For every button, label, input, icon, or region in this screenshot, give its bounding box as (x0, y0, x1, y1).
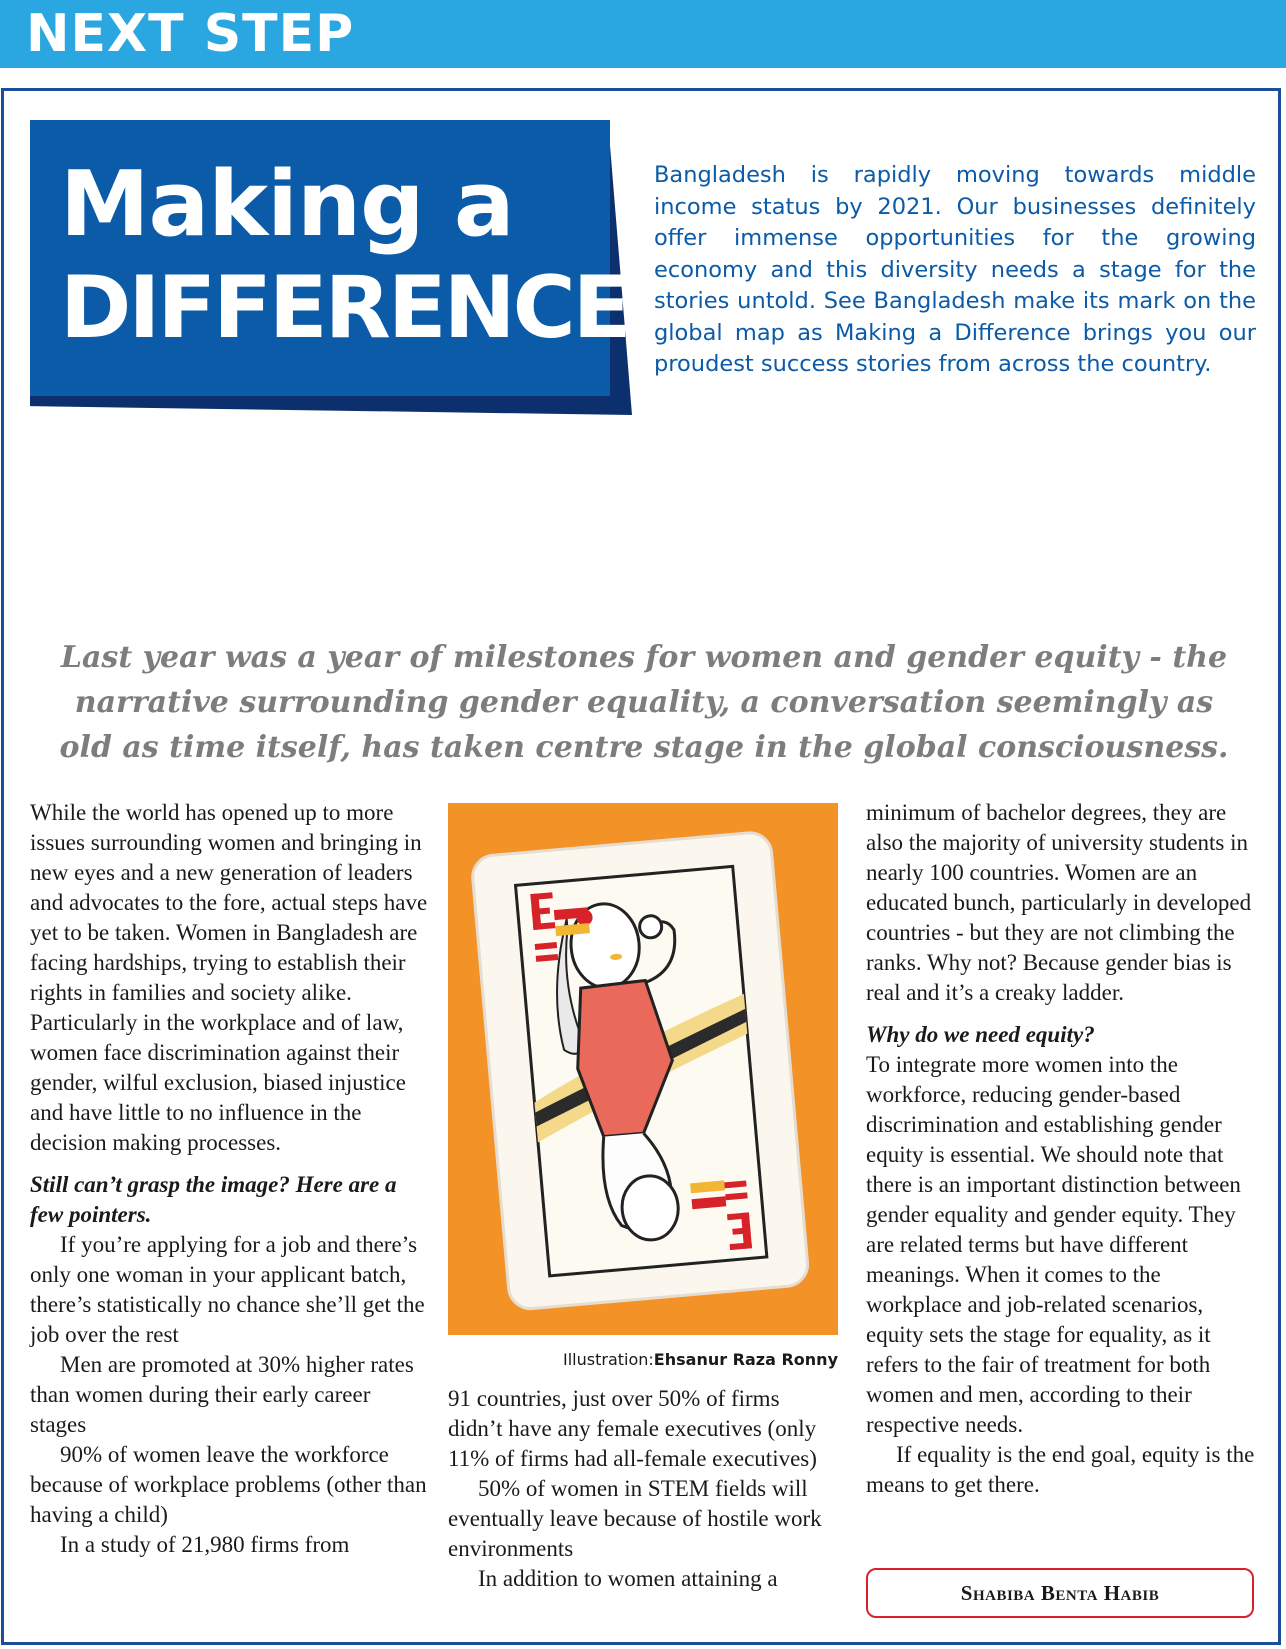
intro-text: Bangladesh is rapidly moving towards middle income status by 2021. Our businesses definitely offer immense opportunities for the growing economy and this diversity needs a stage for the stories untold. See Bangladesh make its mark on the global map as Making a Difference brings you our proudest success stories from across the country. (654, 162, 1256, 377)
subheading: Why do we need equity? (866, 1022, 1095, 1047)
illustration-credit (448, 1350, 838, 1369)
paragraph: In addition to women attaining a (478, 1566, 778, 1591)
paragraph: 91 countries, just over 50% of firms didn’t have any female executives (only 11% of firms had all-female executives) (448, 1386, 817, 1471)
paragraph: If you’re applying for a job and there’s only one woman in your applicant batch, there’s statistically no chance she’ll get the job over the rest (30, 1232, 425, 1347)
paragraph: Men are promoted at 30% higher rates than women during their early career stages (30, 1352, 414, 1437)
author-byline: Shabiba Benta Habib (866, 1568, 1254, 1618)
paragraph: To integrate more women into the workforce, reducing gender-based discrimination and establishing gender equity is essential. We should note that there is an important distinction between gender equality and gender equity. They are related terms but have different meanings. When it comes to the workplace and job-related scenarios, equity sets the stage for equality, as it refers to the fair of treatment for both women and men, according to their respective needs. (866, 1052, 1241, 1437)
section-label: NEXT STEP (26, 4, 355, 64)
title-line-1: Making a (60, 152, 514, 257)
article-column-3 (866, 798, 1261, 1500)
paragraph: 90% of women leave the workforce because of workplace problems (other than having a child) (30, 1442, 427, 1527)
queen-card-illustration (448, 803, 838, 1335)
illustration (448, 803, 838, 1335)
article-column-2 (448, 1384, 838, 1594)
paragraph: While the world has opened up to more issues surrounding women and bringing in new eyes and a new generation of leaders and advocates to the fore, actual steps have yet to be taken. Women in Bangladesh are facing hardships, trying to establish their rights in families and society alike. Particularly in the workplace and of law, women face discrimination against their gender, wilful exclusion, biased injustice and have little to no influence in the decision making processes. (30, 800, 428, 1155)
subheading: Still can’t grasp the image? Here are a few pointers. (30, 1172, 397, 1227)
paragraph: 50% of women in STEM fields will eventually leave because of hostile work environments (448, 1476, 822, 1561)
article-column-1 (30, 798, 430, 1560)
pull-quote: Last year was a year of milestones for women and gender equity - the narrative surrounding gender equality, a conversation seemingly as old as time itself, has taken centre stage in the global consciousness. (59, 640, 1229, 765)
paragraph: minimum of bachelor degrees, they are also the majority of university students in nearly 100 countries. Women are an educated bunch, particularly in developed countries - but they are not climbing the ranks. Why not? Because gender bias is real and it’s a creaky ladder. (866, 800, 1252, 1005)
title-line-2: DIFFERENCE (60, 258, 629, 358)
paragraph: In a study of 21,980 firms from (60, 1532, 350, 1557)
paragraph: If equality is the end goal, equity is the means to get there. (866, 1442, 1255, 1497)
credit-label: Illustration: (563, 1350, 654, 1369)
credit-name: Ehsanur Raza Ronny (653, 1350, 838, 1369)
section-banner (0, 0, 1286, 68)
